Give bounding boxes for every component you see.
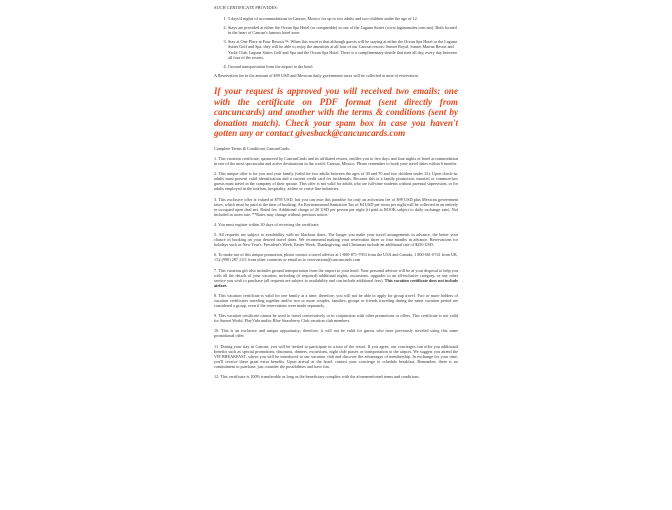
certificate-document	[214, 5, 458, 384]
term-item: 9. This vacation certificate cannot be used to travel consecutively or in conjunction with other promotions or offers. This certificate is not valid for Sunset World, PlayVida and/or Blue Strawberry Club vacation club members.	[214, 313, 458, 324]
term-item: 3. This exclusive offer is valued at $795 USD, but you can own this paradise for only an activation fee of $99 USD plus Mexican government taxes, which must be paid at the time of booking. An Environmental Sanitation Tax of $4 USD per room per night will be collected in an entirely re-occupied open deal net. Rated fee: Additional charge of 20 USD per person per night (if paid at BOOK subject to daily exchange rate). Not included in room rate. **Rates may change without previous notice.	[214, 196, 458, 217]
term-item: 8. This vacation certificate is valid for one family at a time; therefore, you will not be able to apply for group travel. Two or more holders of vacation certificates traveling together and/or two or more couples, families, groups or friends traveling during the same vacation period are considered a group, even if the reservations were made separately.	[214, 292, 458, 309]
provides-heading: SUCH CERTIFICATE PROVIDES:	[214, 5, 278, 10]
benefits-list	[214, 16, 458, 69]
term-item: 11. During your stay in Cancun, you will be invited to participate in a tour of the resort. If you agree, our concierges can offer you additional benefits such as special promotions, discounts, dinners, excursions, night club passes or transportation to the airport. We suggest you attend the VIP BREAKFAST, where you will be introduced to our vacation club and discover the advantages of membership. In exchange for your time, you'll receive these great extra benefits. Upon arrival at the hotel, contact your concierge to schedule breakfast. Remember, there is no commitment to purchase, just consider the possibilities and have fun.	[214, 343, 458, 369]
benefit-item: 1. 5 days/4 nights of accommodations in Cancun, Mexico for up to two adults and two children under the age of 12.	[228, 16, 458, 21]
term-item: 12. This certificate is 100% transferable as long as the beneficiary complies with the aforementioned terms and conditions.	[214, 374, 420, 379]
term-item: 2. This unique offer is for you and your family (valid for two adults between the ages of 30 and 70 and two children under 12). Upon check-in, adults must present valid identification and a current credit card for incidentals. Because this is a family promotion, married or common-law guests must travel in the company of their spouse. This offer is not valid for adults who are full-time students without parental supervision, or for adults employed in the tourism, hospitality, airline or cruise line industries.	[214, 171, 458, 192]
terms-title: Complete Terms & Conditions CancunCards:	[214, 145, 291, 151]
benefit-item: 4. Ground transportation from the airport to the hotel.	[228, 64, 458, 69]
airfare-disclaimer: This vacation certificate does not include airfare.	[214, 277, 458, 288]
approval-notice: If your request is approved you will received two emails: one with the certificate on PDF format (sent directly from cancuncards) and another with the terms & conditions (sent by donation match). Check your spam box in case you haven't gotten any or contact givesback@cancuncards.com	[214, 85, 458, 139]
benefit-item: 2. Stays are provided at either the Ocean Spa Hotel (or comparable) in one of the Laguna Suites (www.lagunasuites.com.mx). Both located in the heart of Cancun's famous hotel zone.	[228, 25, 458, 35]
term-item: 6. To make use of this unique promotion, please contact a travel advisor at 1-800-871-7953 from the USA and Canada, 1 800 661-0741 from UK, +52 (998) 287 1111 from other countries or email us to reservations@cancuncards.com	[214, 252, 458, 263]
term-item: 5. All requests are subject to availability with no blackout dates. The longer you make your travel arrangements in advance, the better your chance of booking on your desired travel dates. We recommend making your reservation three or four months in advance. Reservations for holidays such as New Year's, President's Week, Easter Week, Thanksgiving, and Christmas include an additional rate of $250 USD.	[214, 232, 458, 248]
terms-list	[214, 156, 458, 379]
reservation-note: A Reservation fee in the amount of $99 USD and Mexican daily government taxes will be collected at time of reservation.	[214, 72, 419, 78]
term-item: 1. This vacation certificate, sponsored by CancunCards and its affiliated resorts, entitles you to five days and four nights of hotel accommodation in one of the most spectacular and active destinations in the world: Cancun, Mexico. Please remember to book your travel dates within 6 months.	[214, 156, 458, 167]
term-item: 7. This vacation gift also includes ground transportation from the airport to your hotel. Your personal advisor will be at your disposal to help you with all the details of your vacation, including (if required) additional nights, excursions, upgrades to an all-inclusive category, or any other service you wish to purchase (all requests are subject to availability and can include additional fees). This vacation certificate does not include airfare.	[214, 267, 458, 288]
benefit-item: 3. Stay at One Place at Four Resorts™: When this resort is that although guests will be staying at either the Ocean Spa Hotel or the Laguna Suites Golf and Spa, they will be able to enjoy the amenities at all four of our Cancun resorts: Sunset Royal, Sunset Marina Resort and Yacht Club, Laguna Suites Golf and Spa and the Ocean Spa Hotel. There is a complimentary shuttle that runs all day, every day between all four of the resorts.	[228, 39, 458, 59]
term-item: 4. You must register within 30 days of receiving the certificate.	[214, 221, 320, 227]
term-item: 10. This is an exclusive and unique opportunity; therefore, it will not be valid for guests who have previously traveled using this same promotional offer.	[214, 328, 458, 339]
